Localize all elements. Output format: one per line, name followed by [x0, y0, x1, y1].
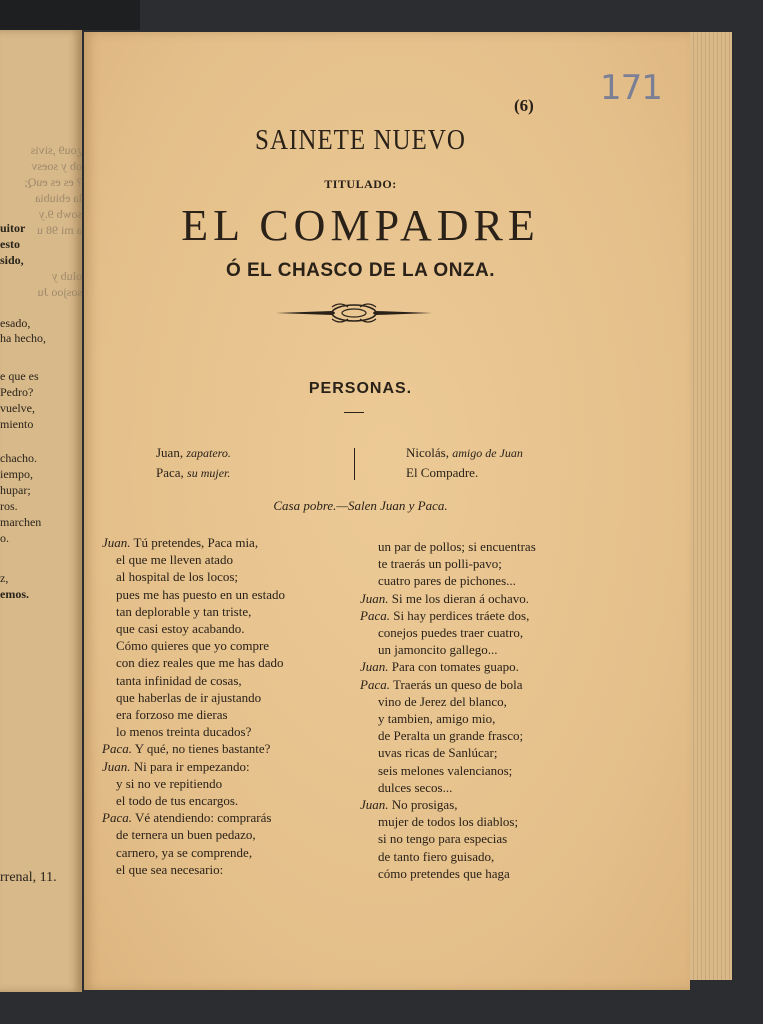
verse-line — [102, 568, 285, 585]
verse-line — [360, 658, 536, 675]
verse-line — [360, 779, 536, 796]
verse-line — [360, 693, 536, 710]
left-page-fragment: e que es — [0, 369, 39, 383]
verse-line — [102, 551, 285, 568]
verse-line — [102, 844, 285, 861]
verse-text: te traerás un polli-pavo; — [378, 556, 502, 572]
verse-text: Si me los dieran á ochavo. — [391, 590, 529, 606]
left-page-fragment: z, — [0, 571, 9, 585]
speaker-name: Juan. — [102, 535, 131, 550]
verse-line — [102, 826, 285, 843]
verse-text: Para con tomates guapo. — [391, 659, 519, 675]
verse-text: lo menos treinta ducados? — [116, 724, 252, 740]
left-page-fragment: ¿ou9 ,sivis — [30, 143, 82, 157]
left-page-fragment: ob y soesv — [31, 159, 82, 173]
left-page-footer: rrenal, 11. — [0, 870, 57, 885]
verse-text: pues me has puesto en un estado — [116, 586, 285, 602]
title-subtitle: Ó EL CHASCO DE LA ONZA. — [225, 260, 496, 281]
speaker-name: Juan. — [360, 797, 389, 813]
left-page-fragment: marchen — [0, 515, 42, 529]
left-page-fragment: uitor — [0, 221, 26, 235]
left-page-fragment: Pedro? — [0, 385, 34, 399]
verse-text: y si no ve repitiendo — [116, 775, 223, 791]
verse-line — [102, 534, 285, 551]
verse-line — [360, 727, 536, 744]
verse-line — [360, 848, 536, 865]
cast-entry: Nicolás, amigo de Juan — [406, 445, 523, 460]
cast-divider — [354, 448, 355, 480]
verse-text: con diez reales que me has dado — [116, 655, 284, 671]
verse-text: uvas ricas de Sanlúcar; — [378, 745, 498, 761]
verse-line — [360, 607, 536, 624]
verse-text: un jamoncito gallego... — [378, 642, 498, 658]
speaker-name: Juan. — [360, 659, 389, 675]
left-page-fragment: esado, — [0, 316, 31, 330]
speaker-name: Paca. — [360, 676, 390, 692]
left-facing-page — [0, 30, 82, 992]
verse-column-left — [102, 534, 285, 878]
cast-entry: Paca, su mujer. — [156, 465, 231, 480]
left-page-fragment: iempo, — [0, 467, 33, 481]
verse-line — [360, 676, 536, 693]
left-page-fragment: hupar; — [0, 483, 31, 497]
verse-text: de Peralta un grande frasco; — [378, 728, 524, 744]
verse-line — [102, 586, 285, 603]
speaker-name: Juan. — [102, 758, 131, 774]
verse-line — [102, 775, 285, 792]
verse-line — [102, 723, 285, 740]
verse-line — [360, 813, 536, 830]
left-page-fragment: a mi 98 u — [37, 223, 82, 237]
left-page-fragment: ? es es euQ; — [24, 175, 82, 189]
verse-text: carnero, ya se comprende, — [116, 844, 253, 860]
verse-text: Tú pretendes, Paca mia, — [133, 535, 259, 550]
verse-text: conejos puedes traer cuatro, — [378, 625, 524, 641]
verse-text: Cómo quieres que yo compre — [116, 638, 270, 654]
verse-line — [102, 706, 285, 723]
verse-line — [102, 689, 285, 706]
main-page — [84, 32, 690, 990]
verse-text: Si hay perdices tráete dos, — [393, 607, 530, 623]
left-page-fragment: vuelve, — [0, 401, 35, 415]
speaker-name: Juan. — [360, 590, 389, 606]
title-titulado: TITULADO: — [324, 177, 397, 191]
verse-text: un par de pollos; si encuentras — [378, 539, 536, 554]
left-page-fragment: emos. — [0, 587, 29, 601]
left-page-fragment: sosjoo Ju — [37, 285, 82, 299]
verse-column-right — [360, 538, 536, 882]
verse-text: No prosigas, — [391, 797, 458, 813]
verse-line — [102, 809, 285, 826]
title-sainete: SAINETE NUEVO — [255, 124, 466, 156]
verse-text: cómo pretendes que haga — [378, 865, 510, 881]
verse-text: el que me lleven atado — [116, 552, 233, 568]
verse-line — [360, 762, 536, 779]
verse-text: vino de Jerez del blanco, — [378, 693, 507, 709]
verse-text: Vé atendiendo: comprarás — [134, 810, 272, 826]
short-rule — [344, 412, 364, 413]
left-page-fragment: miento — [0, 417, 34, 431]
verse-text: Y qué, no tienes bastante? — [134, 741, 271, 757]
verse-text: cuatro pares de pichones... — [378, 573, 516, 589]
verse-line — [360, 865, 536, 882]
verse-text: seis melones valencianos; — [378, 762, 513, 778]
personas-heading: PERSONAS. — [308, 380, 413, 397]
cast-list-left — [156, 443, 231, 483]
verse-line — [360, 830, 536, 847]
verse-line — [360, 538, 536, 555]
verse-text: el todo de tus encargos. — [116, 793, 239, 809]
speaker-name: Paca. — [360, 607, 390, 623]
left-page-fragment: chacho. — [0, 451, 37, 465]
verse-text: Traerás un queso de bola — [392, 676, 523, 692]
verse-line — [102, 792, 285, 809]
left-page-fragment: la ebiubia — [35, 191, 82, 205]
verse-line — [360, 572, 536, 589]
speaker-name: Paca. — [102, 810, 132, 826]
verse-line — [102, 758, 285, 775]
cast-list-right — [406, 443, 523, 483]
verse-line — [102, 861, 285, 878]
verse-text: que haberlas de ir ajustando — [116, 689, 262, 705]
verse-text: que casi estoy acabando. — [116, 621, 245, 637]
page-block-edge — [686, 32, 732, 980]
verse-text: de tanto fiero guisado, — [378, 848, 495, 864]
verse-text: tan deplorable y tan triste, — [116, 603, 252, 619]
verse-text: el que sea necesario: — [116, 861, 224, 877]
cast-entry: El Compadre. — [406, 465, 479, 480]
verse-line — [360, 624, 536, 641]
verse-line — [360, 796, 536, 813]
handwritten-number: 171 — [600, 68, 662, 108]
verse-text: mujer de todos los diablos; — [378, 814, 519, 830]
left-page-fragment: o. — [0, 531, 9, 545]
verse-line — [360, 641, 536, 658]
verse-text: si no tengo para especias — [378, 831, 508, 847]
verse-line — [360, 590, 536, 607]
verse-text: Ni para ir empezando: — [133, 758, 250, 774]
left-page-fragment: ros. — [0, 499, 18, 513]
verse-text: era forzoso me dieras — [116, 707, 228, 723]
verse-line — [102, 603, 285, 620]
verse-line — [360, 744, 536, 761]
left-page-fragment: olub y — [51, 269, 82, 283]
verse-line — [360, 710, 536, 727]
left-page-fragment: sowb 9.y — [38, 207, 82, 221]
verse-text: de ternera un buen pedazo, — [116, 827, 256, 843]
verse-line — [102, 654, 285, 671]
verse-line — [102, 637, 285, 654]
verse-line — [102, 740, 285, 757]
ornament-divider-icon — [274, 300, 434, 326]
verse-text: tanta infinidad de cosas, — [116, 672, 242, 688]
verse-line — [102, 620, 285, 637]
cast-entry: Juan, zapatero. — [156, 445, 231, 460]
folio-number: (6) — [514, 96, 534, 115]
verse-text: y tambien, amigo mio, — [378, 711, 496, 727]
verse-text: al hospital de los locos; — [116, 569, 239, 585]
left-page-fragment: ha hecho, — [0, 331, 46, 345]
left-page-fragment: sido, — [0, 253, 24, 267]
title-main: EL COMPADRE — [181, 201, 540, 250]
background-top — [0, 0, 140, 30]
verse-line — [360, 555, 536, 572]
left-page-fragment: esto — [0, 237, 20, 251]
stage-direction: Casa pobre.—Salen Juan y Paca. — [273, 498, 448, 513]
speaker-name: Paca. — [102, 741, 132, 757]
verse-line — [102, 672, 285, 689]
verse-text: dulces secos... — [378, 779, 453, 795]
